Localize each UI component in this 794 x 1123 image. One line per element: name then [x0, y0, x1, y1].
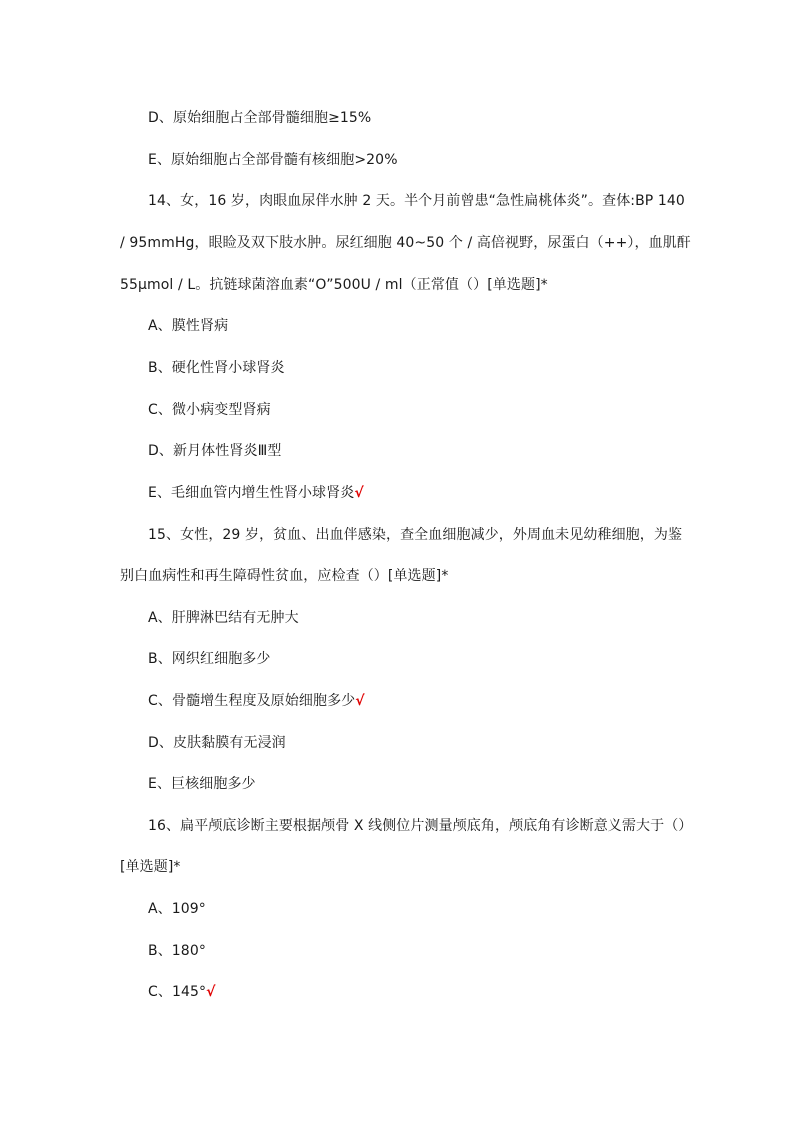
- line-text: [单选题]*: [120, 859, 181, 875]
- option-line: [148, 774, 256, 794]
- line-text: C、骨髓增生程度及原始细胞多少: [148, 693, 356, 709]
- question-15-line-2: [120, 566, 448, 586]
- line-text: B、180°: [148, 943, 206, 959]
- option-line: [148, 483, 364, 503]
- line-text: D、原始细胞占全部骨髓细胞≥15%: [148, 110, 372, 126]
- line-text: 16、扁平颅底诊断主要根据颅骨 X 线侧位片测量颅底角，颅底角有诊断意义需大于（）: [148, 818, 693, 834]
- question-14-line-2: [120, 233, 691, 253]
- option-line: [148, 649, 271, 669]
- line-text: 14、女，16 岁，肉眼血尿伴水肿 2 天。半个月前曾患“急性扁桃体炎”。查体:BP 140: [148, 193, 685, 209]
- option-line: [148, 316, 228, 336]
- option-line: [148, 150, 398, 170]
- line-text: B、网织红细胞多少: [148, 651, 271, 667]
- option-line: [148, 108, 371, 128]
- question-14-line-1: [148, 191, 685, 211]
- line-text: A、肝脾淋巴结有无肿大: [148, 610, 299, 626]
- option-line: [148, 691, 365, 711]
- line-text: E、毛细血管内增生性肾小球肾炎: [148, 485, 355, 501]
- correct-check-mark: √: [355, 693, 365, 709]
- option-line: [148, 441, 281, 461]
- line-text: 别白血病性和再生障碍性贫血，应检查（）[单选题]*: [120, 568, 449, 584]
- option-line: [148, 358, 285, 378]
- question-16-line-1: [148, 816, 692, 836]
- option-line: [148, 608, 299, 628]
- line-text: / 95mmHg，眼睑及双下肢水肿。尿红细胞 40~50 个 / 高倍视野，尿蛋白（++），血肌酐: [120, 235, 691, 251]
- correct-check-mark: √: [354, 485, 364, 501]
- line-text: 15、女性，29 岁，贫血、出血伴感染，查全血细胞减少，外周血未见幼稚细胞，为鉴: [148, 527, 683, 543]
- line-text: B、硬化性肾小球肾炎: [148, 360, 285, 376]
- option-line: [148, 899, 206, 919]
- option-line: [148, 400, 271, 420]
- line-text: E、巨核细胞多少: [148, 776, 256, 792]
- option-line: [148, 733, 286, 753]
- line-text: 55μmol / L。抗链球菌溶血素“O”500U / ml（正常值（）[单选题]*: [120, 277, 548, 293]
- question-15-line-1: [148, 525, 682, 545]
- line-text: A、膜性肾病: [148, 318, 229, 334]
- line-text: D、皮肤黏膜有无浸润: [148, 735, 286, 751]
- question-14-line-3: [120, 275, 548, 295]
- option-line: [148, 982, 216, 1002]
- line-text: C、微小病变型肾病: [148, 402, 271, 418]
- option-line: [148, 941, 206, 961]
- question-16-line-2: [120, 857, 181, 877]
- line-text: C、145°: [148, 984, 207, 1000]
- correct-check-mark: √: [206, 984, 216, 1000]
- line-text: A、109°: [148, 901, 206, 917]
- line-text: E、原始细胞占全部骨髓有核细胞>20%: [148, 152, 398, 168]
- line-text: D、新月体性肾炎Ⅲ型: [148, 443, 282, 459]
